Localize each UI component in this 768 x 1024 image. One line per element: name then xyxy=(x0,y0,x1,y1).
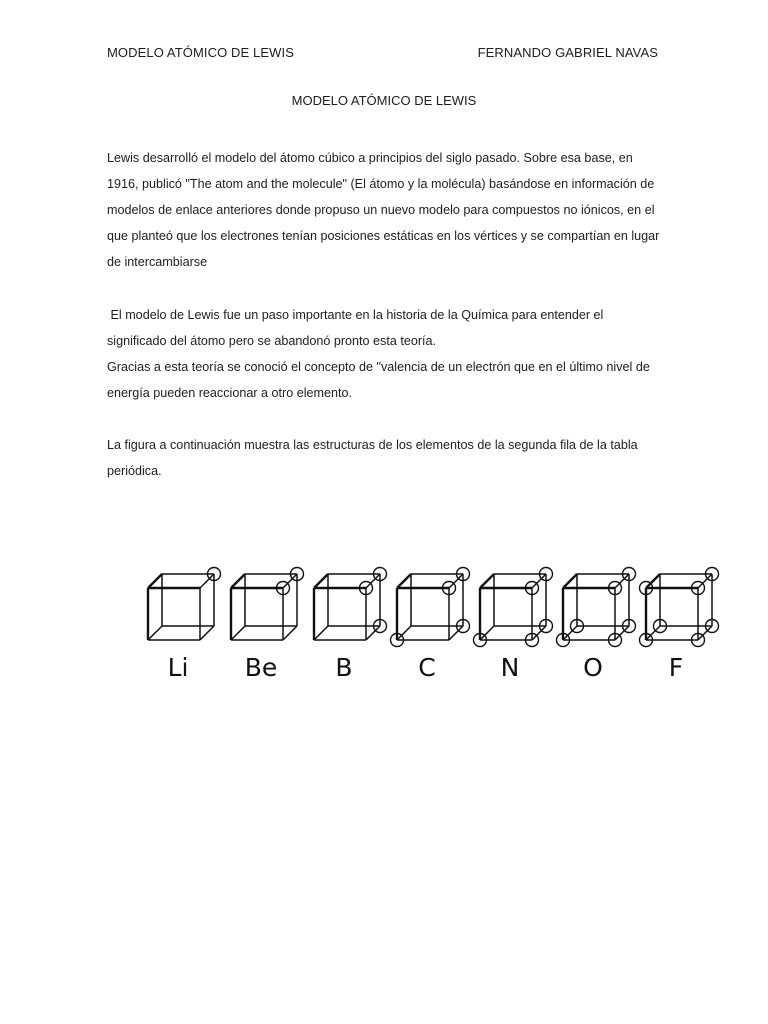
paragraph-figure-intro xyxy=(107,432,663,484)
paragraph-line: significado del átomo pero se abandonó pronto esta teoría. xyxy=(107,334,437,348)
paragraph-line: Lewis desarrolló el modelo del átomo cúbico a principios del siglo pasado. Sobre esa base, en xyxy=(107,151,633,165)
element-symbol-label: N xyxy=(500,653,520,682)
lewis-cubic-atoms-figure xyxy=(138,560,738,690)
paragraph-line: modelos de enlace anteriores donde propuso un nuevo modelo para compuestos no iónicos, en el xyxy=(107,203,655,217)
element-symbol-label: F xyxy=(668,653,684,682)
atom-be xyxy=(231,568,304,683)
header-left: MODELO ATÓMICO DE LEWIS xyxy=(107,45,294,60)
paragraph-line: La figura a continuación muestra las estructuras de los elementos de la segunda fila de la tabla xyxy=(107,438,638,452)
cube-icon xyxy=(314,574,380,640)
paragraph-line: que planteó que los electrones tenían posiciones estáticas en los vértices y se compartían en lugar xyxy=(107,229,660,243)
cube-icon xyxy=(231,574,297,640)
element-symbol-label: C xyxy=(418,653,436,682)
atom-li xyxy=(148,568,221,683)
element-symbol-label: B xyxy=(335,653,353,682)
paragraph-importance xyxy=(107,302,663,406)
atom-n xyxy=(474,568,553,683)
paragraph-line: El modelo de Lewis fue un paso importante en la historia de la Química para entender el xyxy=(107,308,604,322)
atom-f xyxy=(640,568,719,683)
atom-b xyxy=(314,568,387,683)
cube-icon xyxy=(646,574,712,640)
paragraph-line: Gracias a esta teoría se conoció el concepto de "valencia de un electrón que en el último nivel de xyxy=(107,360,650,374)
cube-icon xyxy=(480,574,546,640)
paragraph-line: 1916, publicó "The atom and the molecule" (El átomo y la molécula) basándose en información de xyxy=(107,177,655,191)
atom-c xyxy=(391,568,470,683)
element-symbol-label: O xyxy=(583,653,603,682)
paragraph-line: energía pueden reaccionar a otro elemento. xyxy=(107,386,353,400)
atom-o xyxy=(557,568,636,683)
element-symbol-label: Li xyxy=(167,653,189,682)
paragraph-line: periódica. xyxy=(107,464,162,478)
header-right: FERNANDO GABRIEL NAVAS xyxy=(477,45,658,60)
cube-icon xyxy=(563,574,629,640)
paragraph-intro xyxy=(107,145,663,275)
cube-icon xyxy=(148,574,214,640)
paragraph-line: de intercambiarse xyxy=(107,255,208,269)
element-symbol-label: Be xyxy=(244,653,278,682)
cube-icon xyxy=(397,574,463,640)
document-title: MODELO ATÓMICO DE LEWIS xyxy=(291,93,477,108)
